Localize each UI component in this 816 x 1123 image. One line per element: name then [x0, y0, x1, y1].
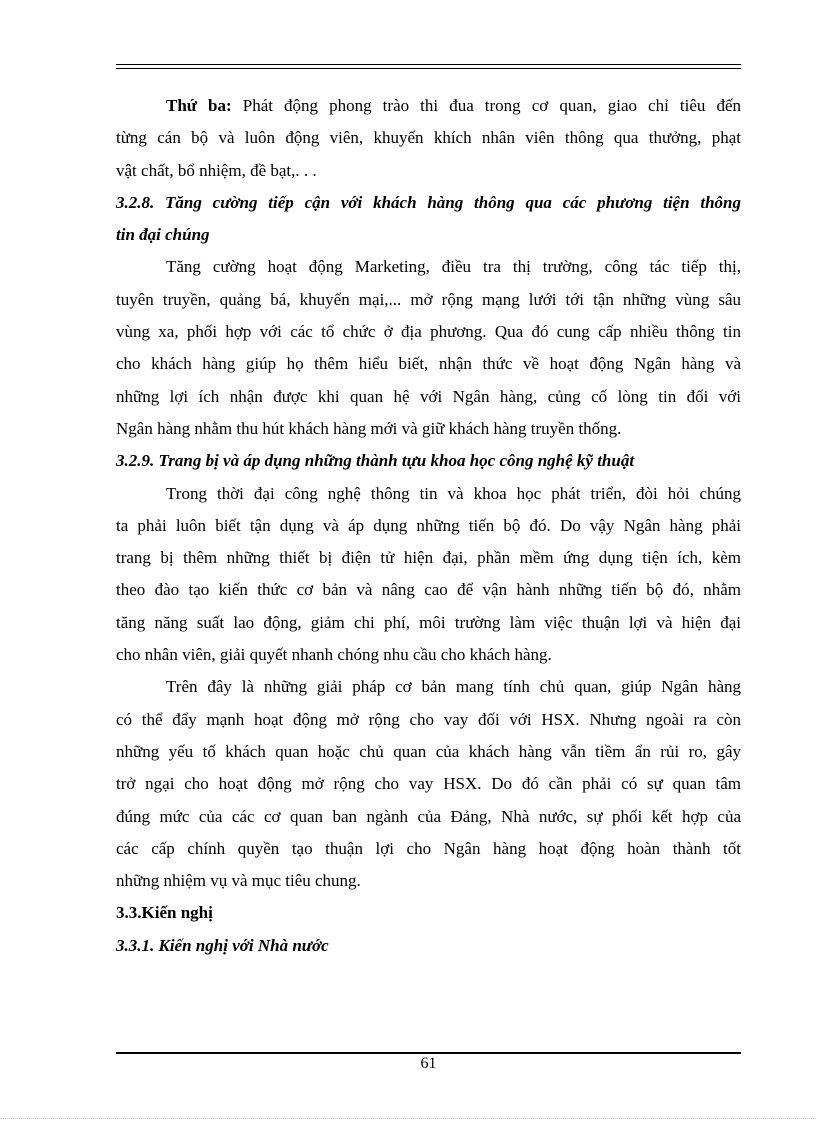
section-328-line-5: những lợi ích nhận được khi quan hệ với Ngân hàng, củng cố lòng tin đối với	[116, 386, 741, 406]
heading-328-line-2: tin đại chúng	[116, 225, 210, 245]
section-329-p1-line-4: theo đào tạo kiến thức cơ bản và nâng cao để vận hành những tiến bộ đó, nhằm	[116, 580, 741, 600]
paragraph-thu-ba-line-3: vật chất, bổ nhiệm, đề bạt,. . .	[116, 160, 317, 180]
paragraph-thu-ba-line-2: từng cán bộ và luôn động viên, khuyến khích nhân viên thông qua thưởng, phạt	[116, 128, 741, 148]
lead-thu-ba: Thứ ba:	[166, 96, 232, 115]
heading-331: 3.3.1. Kiến nghị với Nhà nước	[116, 935, 329, 955]
page-number: 61	[420, 1055, 437, 1072]
header-double-rule	[116, 64, 741, 69]
section-329-p2-line-6: các cấp chính quyền tạo thuận lợi cho Ngân hàng hoạt động hoàn thành tốt	[116, 838, 741, 858]
page-body	[116, 90, 741, 962]
section-329-p2-line-2: có thể đẩy mạnh hoạt động mở rộng cho vay đối với HSX. Nhưng ngoài ra còn	[116, 709, 741, 729]
section-329-p1-line-1: Trong thời đại công nghệ thông tin và khoa học phát triển, đòi hỏi chúng	[166, 483, 741, 503]
section-329-p1-line-3: trang bị thêm những thiết bị điện tử hiện đại, phần mềm ứng dụng tiện ích, kèm	[116, 548, 741, 568]
section-328-line-1: Tăng cường hoạt động Marketing, điều tra thị trường, công tác tiếp thị,	[166, 257, 741, 277]
paragraph-thu-ba-text: Phát động phong trào thi đua trong cơ quan, giao chỉ tiêu đến	[231, 96, 741, 115]
section-329-p2-line-3: những yếu tố khách quan hoặc chủ quan của khách hàng vẫn tiềm ẩn rủi ro, gây	[116, 741, 741, 761]
paragraph-thu-ba-line-1	[116, 90, 741, 122]
page-edge-dotted-line	[0, 1118, 816, 1119]
section-329-p1-line-6: cho nhân viên, giải quyết nhanh chóng nhu cầu cho khách hàng.	[116, 645, 552, 665]
section-328-line-3: vùng xa, phối hợp với các tổ chức ở địa phương. Qua đó cung cấp nhiều thông tin	[116, 322, 741, 342]
section-328-line-4: cho khách hàng giúp họ thêm hiểu biết, nhận thức về hoạt động Ngân hàng và	[116, 354, 741, 374]
heading-329: 3.2.9. Trang bị và áp dụng những thành tựu khoa học công nghệ kỹ thuật	[116, 451, 635, 471]
section-329-p1-line-2: ta phải luôn biết tận dụng và áp dụng những tiến bộ đó. Do vậy Ngân hàng phải	[116, 515, 741, 535]
section-328-line-6: Ngân hàng nhằm thu hút khách hàng mới và giữ khách hàng truyền thống.	[116, 418, 622, 438]
section-329-p1-line-5: tăng năng suất lao động, giảm chi phí, môi trường làm việc thuận lợi và hiện đại	[116, 612, 741, 632]
section-329-p2-line-4: trở ngại cho hoạt động mở rộng cho vay HSX. Do đó cần phải có sự quan tâm	[116, 774, 741, 794]
section-329-p2-line-5: đúng mức của các cơ quan ban ngành của Đảng, Nhà nước, sự phối kết hợp của	[116, 806, 741, 826]
section-329-p2-line-7: những nhiệm vụ và mục tiêu chung.	[116, 871, 361, 891]
section-328-line-2: tuyên truyền, quảng bá, khuyến mại,... mở rộng mạng lưới tới tận những vùng sâu	[116, 289, 741, 309]
section-329-p2-line-1: Trên đây là những giải pháp cơ bản mang tính chủ quan, giúp Ngân hàng	[166, 677, 741, 697]
heading-328-line-1: 3.2.8. Tăng cường tiếp cận với khách hàng thông qua các phương tiện thông	[116, 192, 741, 212]
heading-33: 3.3.Kiến nghị	[116, 903, 213, 923]
